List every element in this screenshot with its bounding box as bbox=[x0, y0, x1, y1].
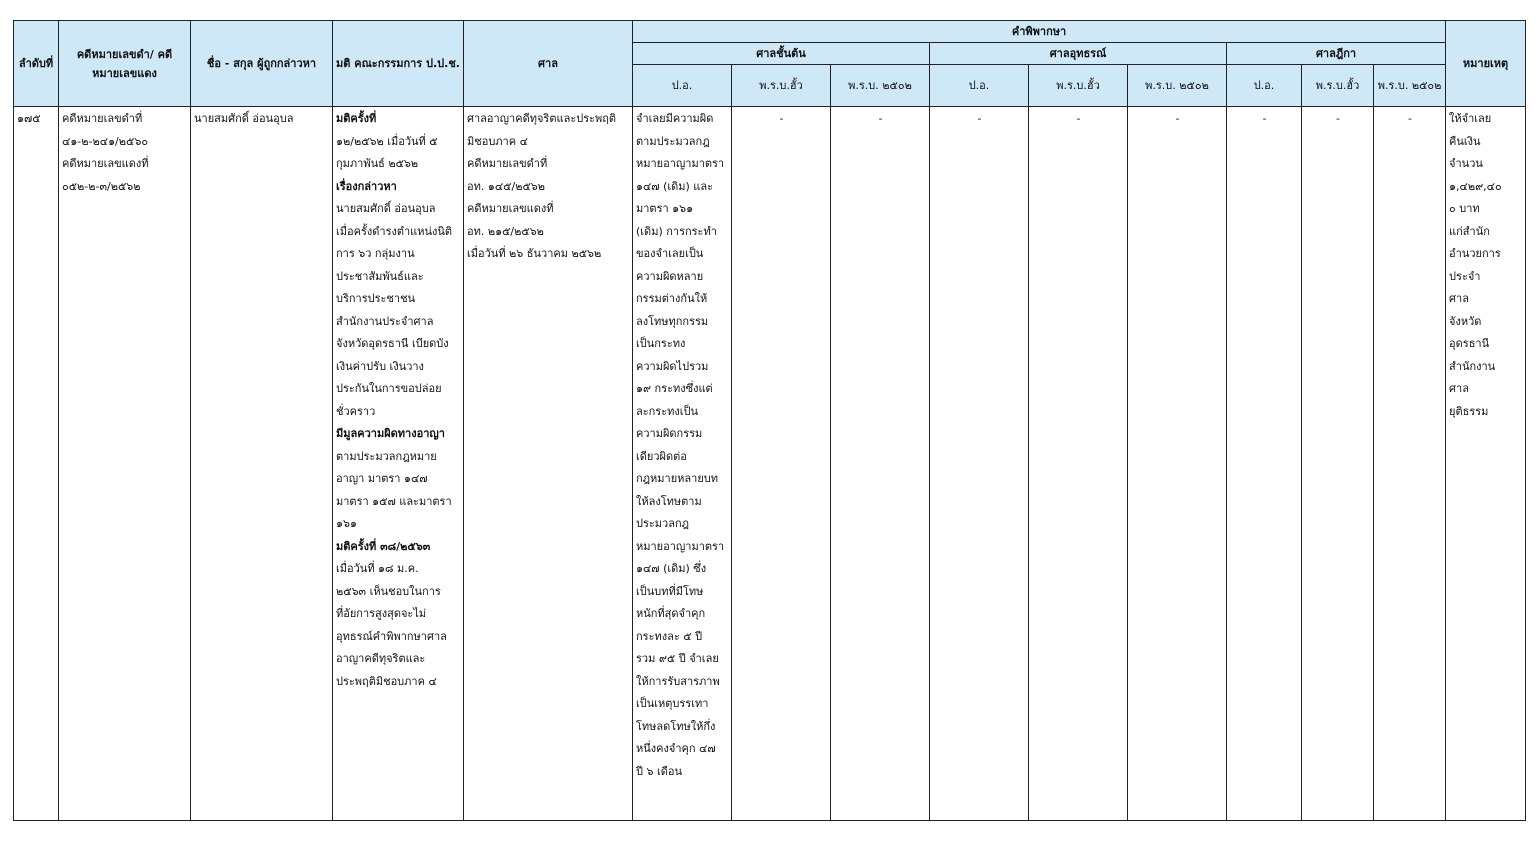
header-appeal-prb-2502: พ.ร.บ. ๒๕๐๒ bbox=[1128, 65, 1227, 107]
cell-heading-line: เรื่องกล่าวหา bbox=[336, 179, 397, 193]
row-appeal-prb-hua: - bbox=[1029, 107, 1128, 821]
cell-line: (เดิม) การกระทำ bbox=[636, 224, 717, 238]
cell-line: อำนวยการ bbox=[1449, 247, 1501, 260]
cell-line: ของจำเลยเป็น bbox=[636, 247, 704, 260]
header-first-pa: ป.อ. bbox=[633, 65, 732, 107]
cell-line: ประกันในการขอปล่อย bbox=[336, 382, 442, 395]
cell-line: ๑๔๗ (เดิม) และ bbox=[636, 179, 714, 193]
row-first-pa-judgment bbox=[633, 107, 732, 821]
cell-line: ๑๖๑ bbox=[336, 517, 357, 530]
header-court-appeal: ศาลอุทธรณ์ bbox=[930, 43, 1227, 65]
cell-line: ๔๑-๒-๒๔๑/๒๕๖๐ bbox=[62, 134, 149, 148]
row-first-prb-hua: - bbox=[732, 107, 831, 821]
cell-line: มาตรา ๑๖๑ bbox=[636, 202, 694, 215]
cell-line: ลงโทษทุกกรรม bbox=[636, 314, 709, 328]
row-supreme-pa: - bbox=[1227, 107, 1302, 821]
cell-line: การ ๖ว กลุ่มงาน bbox=[336, 247, 415, 260]
cell-line: อุทธรณ์คำพิพากษาศาล bbox=[336, 629, 447, 643]
cell-line: นายสมศักดิ์ อ่อนอุบล bbox=[336, 202, 436, 215]
cell-line: ตามประมวลกฎหมาย bbox=[336, 449, 437, 463]
cell-line: ๐๕๒-๒-๓/๒๕๖๒ bbox=[62, 179, 141, 193]
cell-line: หนักที่สุดจำคุก bbox=[636, 607, 706, 620]
cell-line: เดียวผิดต่อ bbox=[636, 449, 687, 463]
cell-line: ความผิดหลาย bbox=[636, 269, 704, 283]
cell-line: ๐ บาท bbox=[1449, 202, 1480, 215]
cell-line: มาตรา ๑๕๗ และมาตรา bbox=[336, 494, 452, 508]
cell-line: แก่สำนัก bbox=[1449, 224, 1490, 238]
row-first-prb-2502: - bbox=[831, 107, 930, 821]
cell-line: รวม ๙๕ ปี จำเลย bbox=[636, 652, 719, 665]
cell-line: คดีหมายเลขดำที่ bbox=[467, 157, 548, 170]
cell-line: ๒๕๖๓ เห็นชอบในการ bbox=[336, 584, 441, 598]
cell-line: ความผิดกรรม bbox=[636, 427, 703, 440]
cell-line: เป็นเหตุบรรเทา bbox=[636, 697, 709, 710]
cell-line: ประชาสัมพันธ์และ bbox=[336, 269, 424, 283]
header-supreme-pa: ป.อ. bbox=[1227, 65, 1302, 107]
cell-line: ชั่วคราว bbox=[336, 404, 376, 418]
cell-line: ให้ลงโทษตาม bbox=[636, 494, 702, 508]
cell-line: ประพฤติมิชอบภาค ๔ bbox=[336, 674, 437, 688]
cell-line: ตามประมวลกฎ bbox=[636, 134, 710, 148]
cell-line: เมื่อวันที่ ๑๘ ม.ค. bbox=[336, 562, 419, 575]
cell-line: ๑๒/๒๕๖๒ เมื่อวันที่ ๕ bbox=[336, 134, 438, 148]
cell-line: กระทงละ ๕ ปี bbox=[636, 629, 703, 643]
header-court-first: ศาลชั้นต้น bbox=[633, 43, 930, 65]
row-case-no bbox=[59, 107, 191, 821]
cell-line: ๑๙ กระทงซึ่งแต่ bbox=[636, 382, 713, 395]
header-resolution: มติ คณะกรรมการ ป.ป.ช. bbox=[333, 21, 464, 107]
row-no: ๑๗๕ bbox=[14, 107, 59, 821]
cell-line: สำนักงานประจำศาล bbox=[336, 314, 434, 328]
header-appeal-pa: ป.อ. bbox=[930, 65, 1029, 107]
header-supreme-prb-hua: พ.ร.บ.ฮั้ว bbox=[1302, 65, 1374, 107]
cell-line: ๑๔๗ (เดิม) ซึ่ง bbox=[636, 562, 707, 575]
cell-heading-line: มติครั้งที่ ๓๘/๒๕๖๓ bbox=[336, 539, 431, 553]
row-name: นายสมศักดิ์ อ่อนอุบล bbox=[191, 107, 333, 821]
header-appeal-prb-hua: พ.ร.บ.ฮั้ว bbox=[1029, 65, 1128, 107]
header-name: ชื่อ - สกุล ผู้ถูกกล่าวหา bbox=[191, 21, 333, 107]
cell-line: โทษลดโทษให้กึ่ง bbox=[636, 719, 716, 733]
header-first-prb-hua: พ.ร.บ.ฮั้ว bbox=[732, 65, 831, 107]
cell-line: ศาล bbox=[1449, 292, 1469, 305]
cell-line: มิชอบภาค ๔ bbox=[467, 134, 528, 148]
cell-line: คดีหมายเลขแดงที่ bbox=[62, 157, 149, 170]
cell-line: จำเลยมีความผิด bbox=[636, 112, 714, 125]
cell-line: ที่อัยการสูงสุดจะไม่ bbox=[336, 607, 427, 620]
row-appeal-prb-2502: - bbox=[1128, 107, 1227, 821]
cell-line: อท. ๑๔๕/๒๕๖๒ bbox=[467, 179, 545, 193]
cell-line: คืนเงิน bbox=[1449, 134, 1481, 148]
row-supreme-prb-2502: - bbox=[1374, 107, 1446, 821]
row-remark bbox=[1446, 107, 1526, 821]
cell-line: จำนวน bbox=[1449, 157, 1483, 170]
row-supreme-prb-hua: - bbox=[1302, 107, 1374, 821]
cell-line: คดีหมายเลขแดงที่ bbox=[467, 202, 554, 215]
cell-line: กุมภาพันธ์ ๒๕๖๒ bbox=[336, 157, 419, 170]
cell-line: อุดรธานี bbox=[1449, 337, 1490, 350]
cell-heading-line: มีมูลความผิดทางอาญา bbox=[336, 427, 445, 440]
cell-line: ให้การรับสารภาพ bbox=[636, 674, 720, 688]
cell-line: กฎหมายหลายบท bbox=[636, 472, 719, 485]
cell-line: ศาล bbox=[1449, 382, 1469, 395]
header-court-supreme: ศาลฎีกา bbox=[1227, 43, 1446, 65]
cell-line: หมายอาญามาตรา bbox=[636, 157, 725, 170]
cell-line: ละกระทงเป็น bbox=[636, 404, 699, 418]
row-appeal-pa: - bbox=[930, 107, 1029, 821]
cell-line: จังหวัดอุดรธานี เบียดบัง bbox=[336, 337, 449, 350]
judgment-table-sheet bbox=[13, 20, 1525, 850]
header-judgment: คำพิพากษา bbox=[633, 21, 1446, 43]
header-first-prb-2502: พ.ร.บ. ๒๕๐๒ bbox=[831, 65, 930, 107]
cell-line: หมายอาญามาตรา bbox=[636, 539, 725, 553]
header-no: ลำดับที่ bbox=[14, 21, 59, 107]
header-case-no: คดีหมายเลขดำ/ คดีหมายเลขแดง bbox=[59, 21, 191, 107]
cell-line: ศาลอาญาคดีทุจริตและประพฤติ bbox=[467, 112, 617, 125]
header-supreme-prb-2502: พ.ร.บ. ๒๕๐๒ bbox=[1374, 65, 1446, 107]
cell-line: อาญาคดีทุจริตและ bbox=[336, 652, 426, 665]
row-court bbox=[464, 107, 633, 821]
cell-line: ยุติธรรม bbox=[1449, 404, 1489, 418]
cell-line: อาญา มาตรา ๑๔๗ bbox=[336, 472, 428, 485]
cell-line: ให้จำเลย bbox=[1449, 112, 1492, 125]
row-resolution bbox=[333, 107, 464, 821]
cell-line: เป็นกระทง bbox=[636, 337, 686, 350]
cell-line: คดีหมายเลขดำที่ bbox=[62, 112, 143, 125]
cell-line: เงินค่าปรับ เงินวาง bbox=[336, 359, 424, 373]
cell-line: จังหวัด bbox=[1449, 314, 1482, 328]
cell-line: ประจำ bbox=[1449, 269, 1481, 283]
cell-line: เป็นบทที่มีโทษ bbox=[636, 584, 704, 598]
cell-line: ประมวลกฎ bbox=[636, 517, 690, 530]
cell-line: เมื่อวันที่ ๒๖ ธันวาคม ๒๕๖๒ bbox=[467, 247, 602, 260]
cell-line: กรรมต่างกันให้ bbox=[636, 292, 708, 305]
cell-heading-line: มติครั้งที่ bbox=[336, 112, 377, 125]
header-court: ศาล bbox=[464, 21, 633, 107]
cell-line: หนึ่งคงจำคุก ๔๗ bbox=[636, 742, 716, 755]
cell-line: เมื่อครั้งดำรงตำแหน่งนิติ bbox=[336, 224, 453, 238]
cell-line: บริการประชาชน bbox=[336, 292, 416, 305]
judgment-table bbox=[13, 20, 1526, 821]
cell-line: ปี ๖ เดือน bbox=[636, 764, 682, 778]
table-row bbox=[14, 107, 1526, 821]
header-remark: หมายเหตุ bbox=[1446, 21, 1526, 107]
cell-line: ๑,๔๒๙,๔๐ bbox=[1449, 179, 1502, 193]
cell-line: ความผิดไปรวม bbox=[636, 359, 709, 373]
cell-line: สำนักงาน bbox=[1449, 359, 1496, 373]
cell-line: อท. ๒๑๕/๒๕๖๒ bbox=[467, 224, 544, 238]
